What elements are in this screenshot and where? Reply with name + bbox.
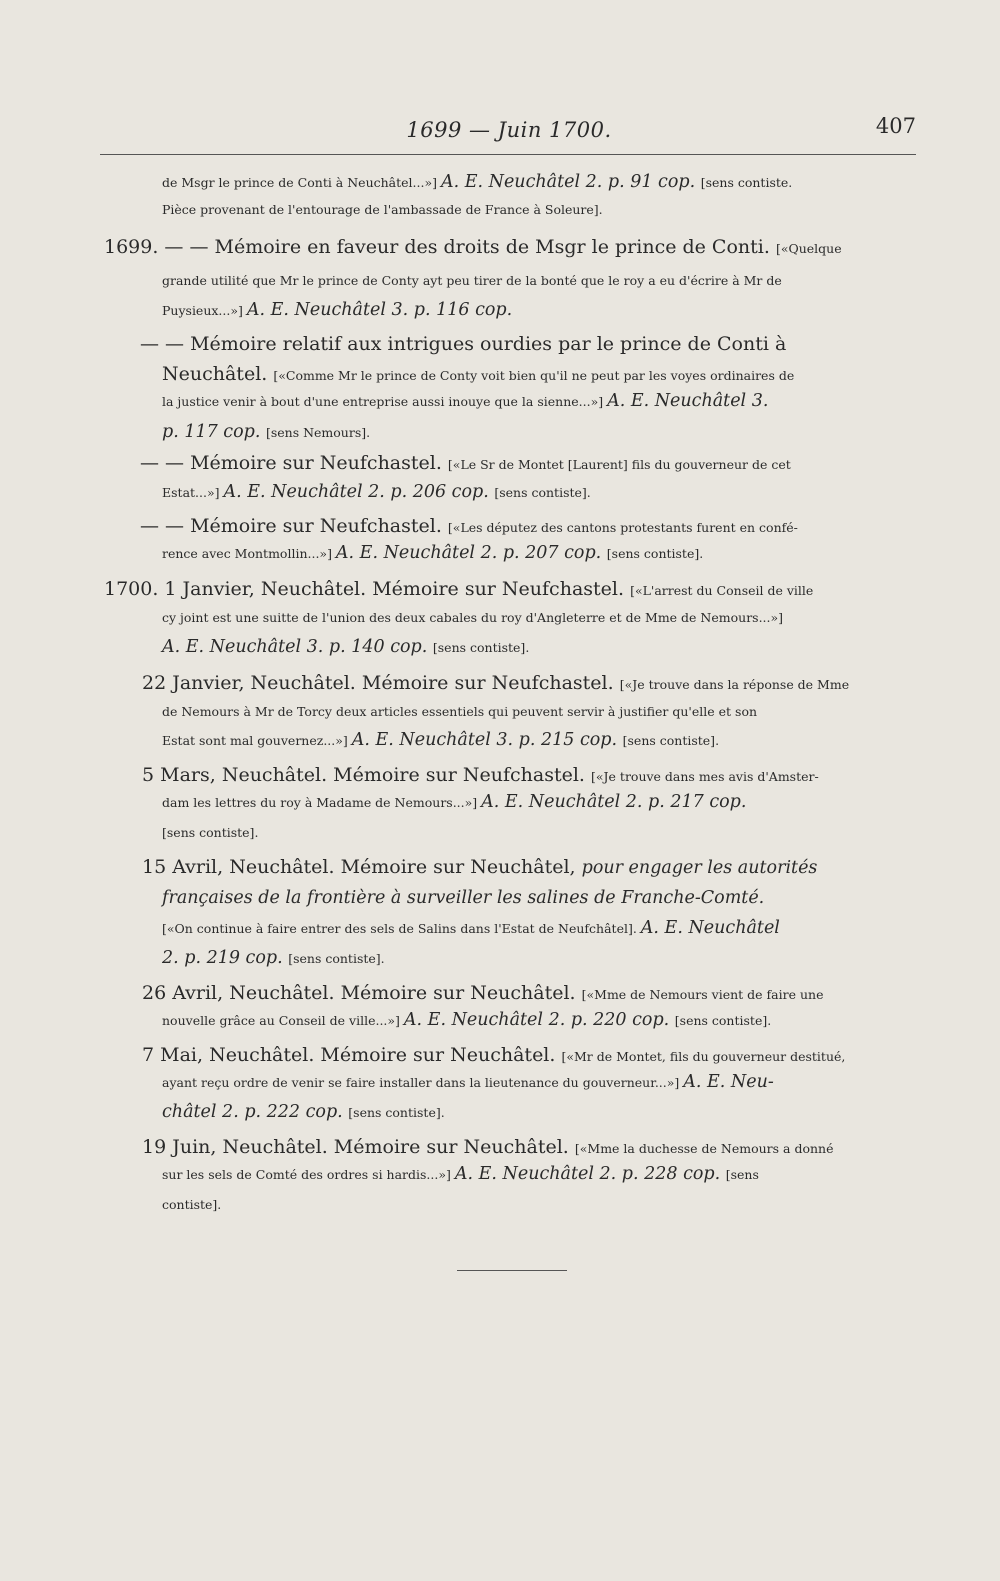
entry-heading: 7 Mai, Neuchâtel. Mémoire sur Neuchâtel.	[142, 1044, 562, 1066]
text-line	[162, 888, 764, 908]
quotation-note: [«Quelque	[775, 241, 842, 256]
text-line	[162, 1010, 771, 1030]
entry-heading: Neuchâtel.	[162, 363, 274, 385]
archive-reference: A. E. Neuchâtel 2. p. 91 cop.	[440, 172, 701, 192]
text-line	[140, 333, 786, 355]
archive-reference: A. E. Neuchâtel 3. p. 140 cop.	[162, 637, 433, 657]
quotation-note: [«Le Sr de Montet [Laurent] fils du gouverneur de cet	[447, 457, 791, 472]
text-line	[104, 578, 813, 600]
text-line	[162, 1072, 774, 1092]
text-line	[142, 672, 849, 694]
quotation-note: [sens contiste].	[674, 1013, 772, 1028]
quotation-note: [sens contiste].	[606, 546, 704, 561]
archive-reference: A. E. Neuchâtel 3.	[607, 391, 769, 411]
text-line	[162, 637, 529, 657]
text-line	[162, 482, 591, 502]
quotation-note: [sens contiste].	[288, 951, 385, 966]
end-rule	[457, 1270, 567, 1271]
text-line	[162, 543, 703, 563]
archive-reference: A. E. Neu-	[683, 1072, 774, 1092]
text-line	[142, 1044, 845, 1066]
text-line	[142, 1136, 834, 1158]
archive-reference: A. E. Neuchâtel 3. p. 215 cop.	[351, 730, 623, 750]
quotation-note: Estat sont mal gouvernez...»]	[162, 733, 352, 748]
quotation-note: [«Mme la duchesse de Nemours a donné	[574, 1141, 834, 1156]
quotation-note: de Msgr le prince de Conti à Neuchâtel...»]	[162, 175, 441, 190]
quotation-note: [sens contiste].	[162, 825, 259, 840]
text-line	[142, 982, 823, 1004]
text-line	[162, 701, 757, 720]
entry-heading: 5 Mars, Neuchâtel. Mémoire sur Neufchastel.	[142, 764, 592, 786]
text-line	[162, 822, 258, 841]
entry-heading: 1700. 1 Janvier, Neuchâtel. Mémoire sur Neufchastel.	[104, 578, 631, 600]
quotation-note: [«Mr de Montet, fils du gouverneur destitué,	[561, 1049, 846, 1064]
archive-reference: françaises de la frontière à surveiller les salines de Franche-Comté.	[162, 888, 765, 908]
archive-reference: p. 117 cop.	[162, 422, 266, 442]
entry-heading: — — Mémoire sur Neufchastel.	[140, 452, 448, 474]
quotation-note: [sens contiste].	[432, 640, 530, 655]
archive-reference: A. E. Neuchâtel 2. p. 207 cop.	[335, 543, 607, 563]
archive-reference: A. E. Neuchâtel 2. p. 228 cop.	[454, 1164, 726, 1184]
text-line	[162, 607, 783, 626]
entry-heading: 22 Janvier, Neuchâtel. Mémoire sur Neufchastel.	[142, 672, 620, 694]
text-line	[140, 515, 798, 537]
text-line	[162, 270, 782, 289]
archive-reference: 2. p. 219 cop.	[162, 948, 289, 968]
quotation-note: ayant reçu ordre de venir se faire installer dans la lieutenance du gouverneur...»]	[162, 1075, 684, 1090]
archive-reference: A. E. Neuchâtel 2. p. 220 cop.	[403, 1010, 675, 1030]
text-line	[162, 792, 746, 812]
quotation-note: nouvelle grâce au Conseil de ville...»]	[162, 1013, 404, 1028]
text-line	[162, 948, 385, 968]
archive-reference: A. E. Neuchâtel 2. p. 206 cop.	[223, 482, 495, 502]
archive-reference: A. E. Neuchâtel	[640, 918, 780, 938]
quotation-note: Puysieux...»]	[162, 303, 247, 318]
quotation-note: contiste].	[162, 1197, 222, 1212]
quotation-note: [«Mme de Nemours vient de faire une	[581, 987, 824, 1002]
quotation-note: dam les lettres du roy à Madame de Nemours...»]	[162, 795, 482, 810]
quotation-note: [«Les députez des cantons protestants furent en confé-	[447, 520, 798, 535]
text-line	[104, 236, 842, 258]
text-line	[162, 300, 512, 320]
quotation-note: de Nemours à Mr de Torcy deux articles essentiels qui peuvent servir à justifier qu'elle et son	[162, 704, 758, 719]
text-line	[162, 1102, 445, 1122]
entry-heading: 19 Juin, Neuchâtel. Mémoire sur Neuchâtel.	[142, 1136, 575, 1158]
text-line	[162, 172, 792, 192]
text-line	[162, 422, 370, 442]
text-line	[162, 1164, 759, 1184]
quotation-note: sur les sels de Comté des ordres si hardis...»]	[162, 1167, 455, 1182]
quotation-note: [«Je trouve dans la réponse de Mme	[619, 677, 850, 692]
quotation-note: cy joint est une suitte de l'union des deux cabales du roy d'Angleterre et de Mme de Nemours...»]	[162, 610, 784, 625]
entry-heading: 26 Avril, Neuchâtel. Mémoire sur Neuchâtel.	[142, 982, 582, 1004]
text-line	[162, 1194, 221, 1213]
quotation-note: Pièce provenant de l'entourage de l'ambassade de France à Soleure].	[162, 202, 603, 217]
archive-reference: A. E. Neuchâtel 2. p. 217 cop.	[481, 792, 747, 812]
quotation-note: la justice venir à bout d'une entreprise aussi inouye que la sienne...»]	[162, 394, 608, 409]
page-number: 407	[875, 114, 916, 138]
quotation-note: [«Je trouve dans mes avis d'Amster-	[591, 769, 819, 784]
quotation-note: Estat...»]	[162, 485, 224, 500]
text-line	[162, 363, 794, 385]
archive-reference: A. E. Neuchâtel 3. p. 116 cop.	[246, 300, 513, 320]
entry-heading: — — Mémoire sur Neufchastel.	[140, 515, 448, 537]
text-line	[142, 856, 817, 878]
entry-heading: — — Mémoire relatif aux intrigues ourdies par le prince de Conti à	[140, 333, 787, 355]
running-header	[100, 112, 918, 148]
quotation-note: grande utilité que Mr le prince de Conty ayt peu tirer de la bonté que le roy a eu d'écrire à Mr de	[162, 273, 782, 288]
entry-heading: 1699. — — Mémoire en faveur des droits de Msgr le prince de Conti.	[104, 236, 776, 258]
quotation-note: [sens Nemours].	[265, 425, 371, 440]
text-line	[142, 764, 819, 786]
quotation-note: [sens contiste].	[622, 733, 720, 748]
archive-reference: pour engager les autorités	[581, 858, 818, 878]
quotation-note: [sens contiste.	[700, 175, 793, 190]
quotation-note: [sens contiste].	[494, 485, 591, 500]
text-line	[162, 730, 719, 750]
quotation-note: [sens	[725, 1167, 759, 1182]
quotation-note: [«On continue à faire entrer des sels de Salins dans l'Estat de Neufchâtel].	[162, 921, 641, 936]
archive-reference: châtel 2. p. 222 cop.	[162, 1102, 349, 1122]
header-rule	[100, 154, 916, 155]
text-line	[162, 391, 768, 411]
text-line	[140, 452, 791, 474]
quotation-note: rence avec Montmollin...»]	[162, 546, 336, 561]
text-line	[162, 199, 603, 218]
entry-heading: 15 Avril, Neuchâtel. Mémoire sur Neuchâtel,	[142, 856, 582, 878]
running-title: 1699 — Juin 1700.	[406, 118, 612, 142]
text-line	[162, 918, 780, 938]
quotation-note: [«L'arrest du Conseil de ville	[630, 583, 814, 598]
quotation-note: [sens contiste].	[348, 1105, 445, 1120]
quotation-note: [«Comme Mr le prince de Conty voit bien qu'il ne peut par les voyes ordinaires de	[273, 368, 795, 383]
